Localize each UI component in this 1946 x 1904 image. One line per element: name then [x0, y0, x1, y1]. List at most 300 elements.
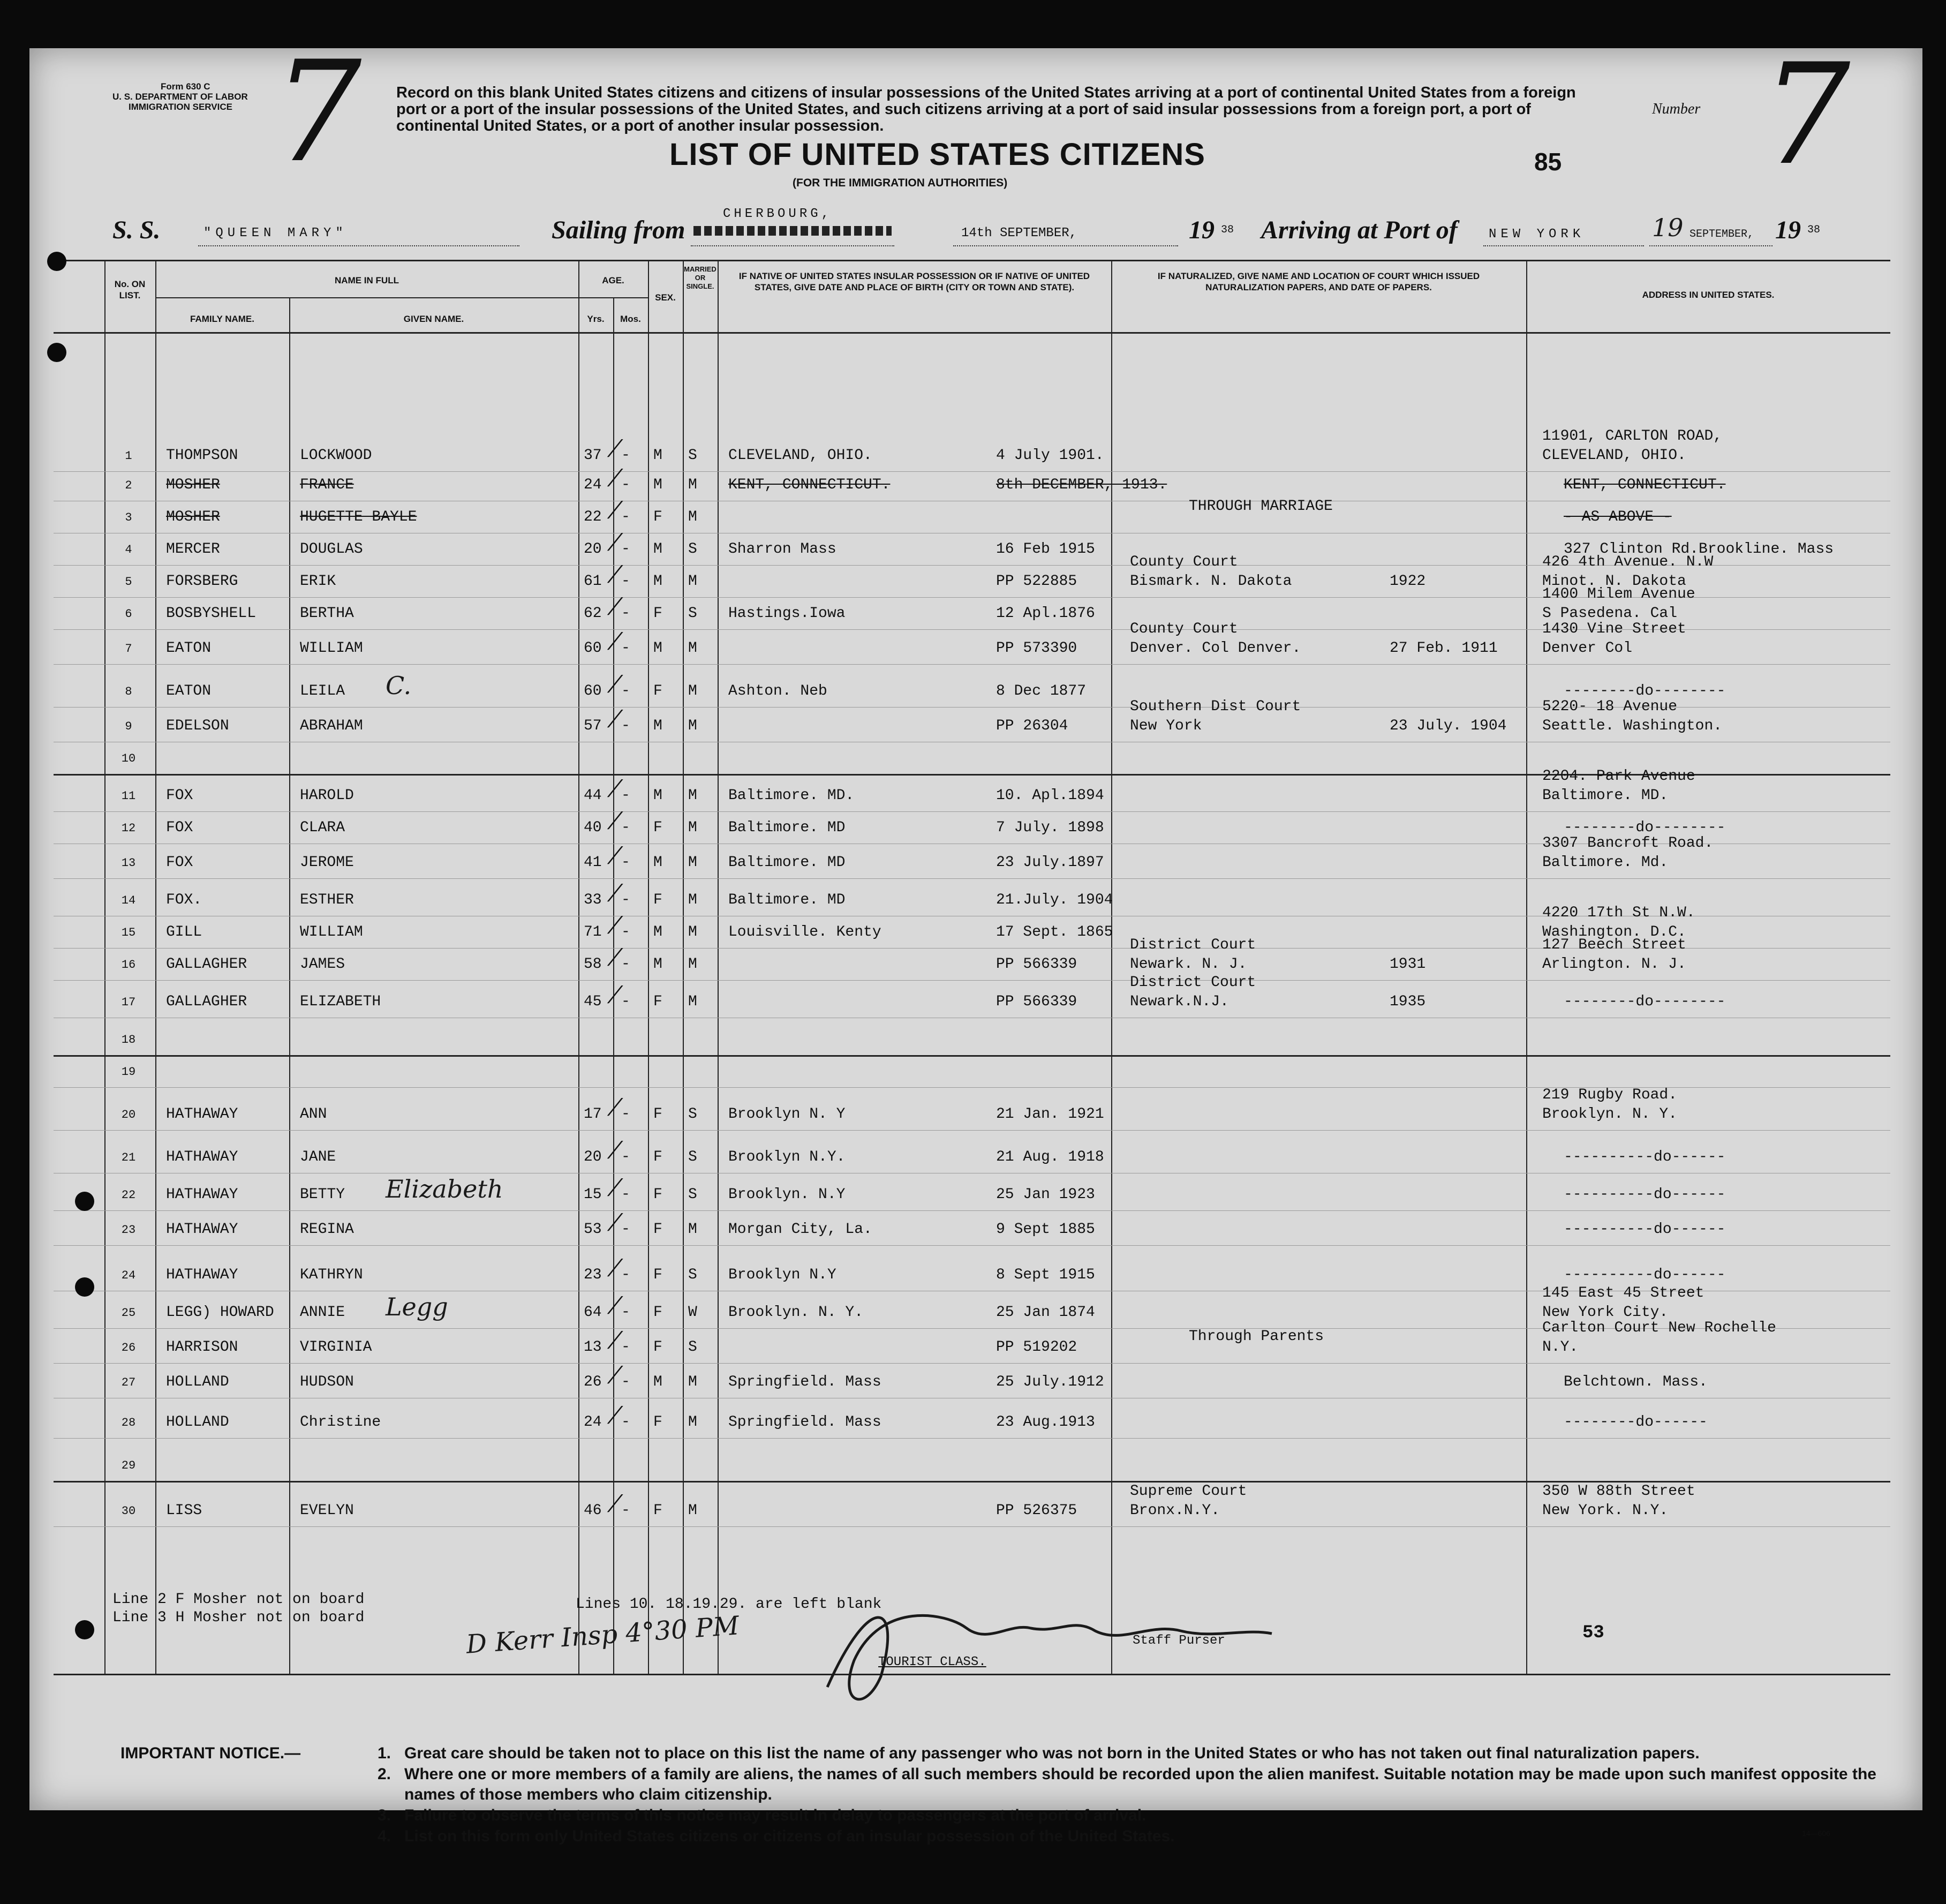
family-name: MOSHER — [166, 477, 220, 493]
birth-place: CLEVELAND, OHIO. — [728, 447, 872, 464]
sex: M — [653, 787, 662, 804]
naturalization-court: THROUGH MARRIAGE — [1189, 498, 1333, 515]
check-mark: ⁄ — [613, 1292, 617, 1320]
age-years: 64 — [584, 1304, 602, 1321]
address-line-1: 1400 Milem Avenue — [1542, 586, 1695, 603]
marital-status: M — [688, 892, 697, 908]
age-years: 13 — [584, 1339, 602, 1356]
record-instructions: Record on this blank United States citizens and citizens of insular possessions of the United States arriving at a port of continental United States from a foreign port or a port of the insular possessions of the United States, and such citizens arriving at a port of said insular possessions from a foreign port, a port of continental United States, or a port of another insular possession. — [396, 84, 1576, 134]
sex: M — [653, 447, 662, 464]
marital-status: M — [688, 640, 697, 657]
form-id-line-2: U. S. DEPARTMENT OF LABOR — [112, 92, 248, 102]
birth-place: Baltimore. MD — [728, 892, 846, 908]
line-number: 27 — [121, 1376, 136, 1389]
naturalization-date: 1935 — [1390, 994, 1426, 1010]
age-months: - — [621, 1414, 630, 1431]
check-mark: ⁄ — [613, 706, 617, 733]
check-mark: ⁄ — [613, 529, 617, 556]
footer-code: 14—606 — [1802, 1829, 1830, 1838]
age-years: 15 — [584, 1186, 602, 1203]
given-name: ANNIE — [300, 1304, 345, 1321]
line-number: 25 — [121, 1306, 136, 1320]
birth-date-or-passport: PP 526375 — [996, 1502, 1077, 1519]
sex: F — [653, 605, 662, 622]
age-months: - — [621, 640, 630, 657]
handwritten-name-correction: Legg — [386, 1292, 448, 1321]
given-name: ABRAHAM — [300, 718, 363, 734]
family-name: EDELSON — [166, 718, 229, 734]
age-months: - — [621, 573, 630, 590]
birth-place: Brooklyn. N. Y. — [728, 1304, 864, 1321]
sex: F — [653, 892, 662, 908]
check-mark: ⁄ — [613, 808, 617, 835]
address-line-1: Belchtown. Mass. — [1564, 1374, 1708, 1390]
notice-items — [378, 1743, 1898, 1847]
given-name: WILLIAM — [300, 924, 363, 940]
given-name: REGINA — [300, 1221, 354, 1238]
age-years: 53 — [584, 1221, 602, 1238]
check-mark: ⁄ — [613, 1327, 617, 1354]
marital-status: S — [688, 1267, 697, 1283]
family-name: EATON — [166, 640, 212, 657]
address-line-2: Baltimore. MD. — [1542, 787, 1669, 804]
given-name: LOCKWOOD — [300, 447, 372, 464]
page-number: 85 — [1534, 148, 1562, 176]
birth-date-or-passport: 21 Jan. 1921 — [996, 1106, 1104, 1123]
age-months: - — [621, 1267, 630, 1283]
notice-item: 4. List on this form only United States citizens or citizens of an insular possession of the United States. — [378, 1827, 1175, 1845]
age-months: - — [621, 683, 630, 699]
notice-item: 2. Where one or more members of a family are aliens, the names of all such members should be recorded upon the alien manifest. Suitable notation may be made upon such manifest opposite the names of those members who claim citizenship. — [378, 1765, 1876, 1803]
given-name: ELIZABETH — [300, 994, 381, 1010]
age-years: 22 — [584, 509, 602, 525]
age-months: - — [621, 718, 630, 734]
sex: M — [653, 477, 662, 493]
address-line-1: --------do------ — [1564, 1414, 1708, 1431]
birth-date-or-passport: 8th DECEMBER, 1913. — [996, 477, 1167, 493]
given-name: WILLIAM — [300, 640, 363, 657]
note-line-2: Line 2 F Mosher not on board — [112, 1591, 365, 1608]
inspector-signature: D Kerr Insp 4°30 PM — [465, 1611, 741, 1660]
handwritten-name-correction: Elizabeth — [386, 1175, 503, 1203]
tourist-class-label: TOURIST CLASS. — [878, 1655, 986, 1669]
address-line-2: Brooklyn. N. Y. — [1542, 1106, 1678, 1123]
line-number: 5 — [125, 575, 132, 589]
birth-date-or-passport: 21 Aug. 1918 — [996, 1149, 1104, 1165]
col-header-naturalized: IF NATURALIZED, GIVE NAME AND LOCATION OF COURT WHICH ISSUED NATURALIZATION PAPERS, AND DATE OF PAPERS. — [1157, 271, 1480, 292]
address-line-2: Minot. N. Dakota — [1542, 573, 1686, 590]
birth-place: Springfield. Mass — [728, 1414, 881, 1431]
family-name: EATON — [166, 683, 212, 699]
birth-place: Hastings.Iowa — [728, 605, 846, 622]
address-line-1: 127 Beech Street — [1542, 937, 1686, 953]
sex: F — [653, 1502, 662, 1519]
purser-label: Staff Purser — [1133, 1634, 1225, 1648]
address-line-2: Seattle. Washington. — [1542, 718, 1723, 734]
family-name: HATHAWAY — [166, 1267, 238, 1283]
check-mark: ⁄ — [613, 1362, 617, 1389]
family-name: FORSBERG — [166, 573, 238, 590]
handwritten-seven-left: 7 — [273, 32, 362, 193]
sex: F — [653, 1149, 662, 1165]
marital-status: M — [688, 509, 697, 525]
marital-status: M — [688, 854, 697, 871]
binder-hole — [75, 1620, 94, 1639]
line-number: 9 — [125, 720, 132, 733]
notice-item: 3. Failure to observe the terms of this notice may result in delay to passengers at the port of arrival. — [378, 1807, 1147, 1824]
marital-status: M — [688, 924, 697, 940]
col-header-name: NAME IN FULL — [335, 275, 399, 285]
age-months: - — [621, 605, 630, 622]
purser-signature — [806, 1580, 1288, 1719]
age-months: - — [621, 509, 630, 525]
form-id-line-3: IMMIGRATION SERVICE — [129, 102, 232, 112]
birth-date-or-passport: 4 July 1901. — [996, 447, 1104, 464]
age-months: - — [621, 477, 630, 493]
given-name: HAROLD — [300, 787, 354, 804]
line-number: 17 — [121, 996, 136, 1009]
check-mark: ⁄ — [613, 561, 617, 589]
age-months: - — [621, 924, 630, 940]
port-from: CHERBOURG, — [723, 207, 833, 221]
naturalization-court: District Court — [1130, 974, 1256, 991]
col-header-mos: Mos. — [620, 314, 641, 324]
check-mark: ⁄ — [613, 1491, 617, 1518]
age-years: 20 — [584, 1149, 602, 1165]
family-name: HOLLAND — [166, 1414, 229, 1431]
age-years: 45 — [584, 994, 602, 1010]
birth-date-or-passport: 16 Feb 1915 — [996, 541, 1095, 558]
address-line-1: 219 Rugby Road. — [1542, 1087, 1678, 1103]
birth-date-or-passport: PP 26304 — [996, 718, 1068, 734]
arrival-day: 19 — [1652, 213, 1684, 242]
birth-date-or-passport: 23 Aug.1913 — [996, 1414, 1095, 1431]
marital-status: W — [688, 1304, 697, 1321]
col-header-address: ADDRESS IN UNITED STATES. — [1642, 290, 1775, 300]
line-number: 11 — [121, 789, 136, 803]
col-header-given: GIVEN NAME. — [403, 314, 464, 324]
address-line-1: 327 Clinton Rd.Brookline. Mass — [1564, 541, 1834, 558]
col-header-age: AGE. — [602, 275, 624, 285]
sex: M — [653, 956, 662, 973]
sex: F — [653, 509, 662, 525]
age-years: 23 — [584, 1267, 602, 1283]
binder-hole — [75, 1192, 94, 1211]
check-mark: ⁄ — [613, 1402, 617, 1429]
sex: F — [653, 1304, 662, 1321]
age-months: - — [621, 854, 630, 871]
line-number: 6 — [125, 607, 132, 621]
age-years: 58 — [584, 956, 602, 973]
naturalization-date: 1922 — [1390, 573, 1426, 590]
sex: F — [653, 1106, 662, 1123]
given-name: HUDSON — [300, 1374, 354, 1390]
sex: M — [653, 541, 662, 558]
marital-status: S — [688, 1106, 697, 1123]
handwritten-seven-right: 7 — [1762, 34, 1851, 196]
birth-place: Springfield. Mass — [728, 1374, 881, 1390]
family-name: FOX — [166, 787, 193, 804]
check-mark: ⁄ — [613, 1094, 617, 1122]
family-name: FOX — [166, 854, 193, 871]
address-line-1: 145 East 45 Street — [1542, 1285, 1704, 1301]
address-line-1: KENT, CONNECTICUT. — [1564, 477, 1726, 493]
line-number: 14 — [121, 894, 136, 907]
notice-label: IMPORTANT NOTICE.— — [120, 1744, 301, 1762]
birth-date-or-passport: 12 Apl.1876 — [996, 605, 1095, 622]
marital-status: S — [688, 1339, 697, 1356]
age-years: 33 — [584, 892, 602, 908]
ship-name: "QUEEN MARY" — [203, 226, 348, 240]
marital-status: M — [688, 683, 697, 699]
form-id-line-1: Form 630 C — [161, 81, 210, 92]
family-name: HATHAWAY — [166, 1149, 238, 1165]
given-name: ANN — [300, 1106, 327, 1123]
naturalization-court: County Court — [1130, 554, 1238, 570]
age-years: 60 — [584, 683, 602, 699]
family-name: GILL — [166, 924, 202, 940]
given-name: FRANCE — [300, 477, 354, 493]
marital-status: M — [688, 994, 697, 1010]
birth-place: Louisville. Kenty — [728, 924, 881, 940]
birth-date-or-passport: 9 Sept 1885 — [996, 1221, 1095, 1238]
check-mark: ⁄ — [613, 628, 617, 656]
birth-place: Brooklyn N.Y — [728, 1267, 836, 1283]
given-name: CLARA — [300, 819, 345, 836]
birth-date-or-passport: PP 566339 — [996, 956, 1077, 973]
age-years: 60 — [584, 640, 602, 657]
address-line-1: ----------do------ — [1564, 1186, 1726, 1203]
address-line-1: - AS ABOVE - — [1564, 509, 1672, 525]
check-mark: ⁄ — [613, 842, 617, 870]
line-number: 24 — [121, 1269, 136, 1282]
birth-place: Morgan City, La. — [728, 1221, 872, 1238]
line-number: 19 — [121, 1065, 136, 1079]
age-years: 46 — [584, 1502, 602, 1519]
age-years: 20 — [584, 541, 602, 558]
address-line-1: ----------do------ — [1564, 1267, 1726, 1283]
sex: F — [653, 1339, 662, 1356]
birth-date-or-passport: 8 Sept 1915 — [996, 1267, 1095, 1283]
birth-date-or-passport: 8 Dec 1877 — [996, 683, 1087, 699]
family-name: HATHAWAY — [166, 1186, 238, 1203]
age-months: - — [621, 1186, 630, 1203]
address-line-1: 11901, CARLTON ROAD, — [1542, 428, 1723, 445]
arriving-label: Arriving at Port of — [1261, 216, 1458, 244]
given-name: DOUGLAS — [300, 541, 363, 558]
check-mark: ⁄ — [613, 593, 617, 621]
sex: F — [653, 1186, 662, 1203]
family-name: HOLLAND — [166, 1374, 229, 1390]
family-name: MOSHER — [166, 509, 220, 525]
footer-notes — [112, 1591, 364, 1627]
line-number: 12 — [121, 822, 136, 835]
col-header-sex: SEX. — [655, 292, 676, 303]
sex: M — [653, 640, 662, 657]
check-mark: ⁄ — [613, 435, 617, 463]
family-name: FOX — [166, 819, 193, 836]
line-number: 20 — [121, 1108, 136, 1122]
address-line-1: --------do-------- — [1564, 819, 1726, 836]
sex: F — [653, 683, 662, 699]
address-line-2: Washington. D.C. — [1542, 924, 1686, 940]
binder-hole — [75, 1277, 94, 1297]
address-line-2: Baltimore. Md. — [1542, 854, 1669, 871]
marital-status: S — [688, 605, 697, 622]
check-mark: ⁄ — [613, 1255, 617, 1282]
family-name: HARRISON — [166, 1339, 238, 1356]
address-line-2: CLEVELAND, OHIO. — [1542, 447, 1686, 464]
birth-date-or-passport: 25 July.1912 — [996, 1374, 1104, 1390]
family-name: MERCER — [166, 541, 220, 558]
check-mark: ⁄ — [613, 776, 617, 803]
family-name: FOX. — [166, 892, 202, 908]
line-number: 22 — [121, 1188, 136, 1202]
check-mark: ⁄ — [613, 880, 617, 907]
given-name: ERIK — [300, 573, 336, 590]
line-number: 7 — [125, 642, 132, 656]
marital-status: S — [688, 1149, 697, 1165]
naturalization-court: Through Parents — [1189, 1328, 1324, 1345]
naturalization-date: 1931 — [1390, 956, 1426, 973]
check-mark: ⁄ — [613, 1175, 617, 1202]
age-years: 62 — [584, 605, 602, 622]
birth-date-or-passport: PP 522885 — [996, 573, 1077, 590]
line-number: 29 — [121, 1459, 136, 1472]
line-number: 18 — [121, 1033, 136, 1047]
marital-status: S — [688, 447, 697, 464]
age-months: - — [621, 1106, 630, 1123]
age-months: - — [621, 956, 630, 973]
address-line-1: 3307 Bancroft Road. — [1542, 835, 1714, 852]
year-prefix-1: 19 — [1189, 216, 1215, 244]
birth-place: Brooklyn N.Y. — [728, 1149, 846, 1165]
family-name: THOMPSON — [166, 447, 238, 464]
col-header-married: MARRIED OR SINGLE. — [684, 265, 716, 290]
age-months: - — [621, 447, 630, 464]
manifest-sheet — [29, 32, 1922, 1845]
line-number: 2 — [125, 479, 132, 492]
marital-status: M — [688, 573, 697, 590]
birth-date-or-passport: 7 July. 1898 — [996, 819, 1104, 836]
address-line-1: 426 4th Avenue. N.W — [1542, 554, 1714, 570]
birth-place: KENT, CONNECTICUT. — [728, 477, 891, 493]
given-name: ESTHER — [300, 892, 354, 908]
naturalization-court-location: Denver. Col Denver. — [1130, 640, 1301, 657]
age-months: - — [621, 892, 630, 908]
address-line-1: --------do-------- — [1564, 683, 1726, 699]
handwritten-name-correction: C. — [386, 671, 412, 700]
address-line-1: ----------do------ — [1564, 1221, 1726, 1238]
check-mark: ⁄ — [613, 982, 617, 1009]
family-name: GALLAGHER — [166, 956, 247, 973]
age-years: 40 — [584, 819, 602, 836]
age-years: 24 — [584, 1414, 602, 1431]
marital-status: M — [688, 477, 697, 493]
given-name: Christine — [300, 1414, 381, 1431]
line-number: 15 — [121, 926, 136, 939]
given-name: KATHRYN — [300, 1267, 363, 1283]
sex: F — [653, 1221, 662, 1238]
address-line-2: Arlington. N. J. — [1542, 956, 1686, 973]
sex: F — [653, 1414, 662, 1431]
naturalization-court: County Court — [1130, 621, 1238, 637]
birth-date-or-passport: 17 Sept. 1865 — [996, 924, 1113, 940]
form-id — [112, 81, 248, 112]
check-mark: ⁄ — [613, 465, 617, 492]
marital-status: M — [688, 1221, 697, 1238]
birth-date-or-passport: PP 519202 — [996, 1339, 1077, 1356]
given-name: BETTY — [300, 1186, 345, 1203]
address-line-2: New York City. — [1542, 1304, 1669, 1321]
age-months: - — [621, 787, 630, 804]
age-months: - — [621, 1339, 630, 1356]
birth-place: Ashton. Neb — [728, 683, 827, 699]
year-prefix-2: 19 — [1775, 216, 1801, 244]
line-number: 30 — [121, 1504, 136, 1518]
line-number: 23 — [121, 1223, 136, 1237]
year-suffix-2: 38 — [1807, 224, 1821, 236]
page-title: LIST OF UNITED STATES CITIZENS — [669, 137, 1205, 172]
port-to: NEW YORK — [1489, 227, 1585, 242]
check-mark: ⁄ — [613, 671, 617, 698]
given-name: JAMES — [300, 956, 345, 973]
age-years: 61 — [584, 573, 602, 590]
marital-status: S — [688, 541, 697, 558]
sex: M — [653, 854, 662, 871]
line-number: 10 — [121, 752, 136, 765]
check-mark: ⁄ — [613, 944, 617, 972]
marital-status: M — [688, 718, 697, 734]
address-line-1: 350 W 88th Street — [1542, 1483, 1695, 1500]
naturalization-court-location: Newark. N. J. — [1130, 956, 1247, 973]
marital-status: S — [688, 1186, 697, 1203]
line-number: 1 — [125, 449, 132, 463]
age-years: 17 — [584, 1106, 602, 1123]
age-years: 71 — [584, 924, 602, 940]
family-name: BOSBYSHELL — [166, 605, 257, 622]
sex: M — [653, 718, 662, 734]
col-header-yrs: Yrs. — [587, 314, 605, 324]
address-line-1: 1430 Vine Street — [1542, 621, 1686, 637]
age-years: 44 — [584, 787, 602, 804]
sex: M — [653, 573, 662, 590]
age-months: - — [621, 994, 630, 1010]
birth-date-or-passport: PP 566339 — [996, 994, 1077, 1010]
note-line-3: Line 3 H Mosher not on board — [112, 1609, 365, 1626]
naturalization-date: 23 July. 1904 — [1390, 718, 1507, 734]
age-months: - — [621, 1502, 630, 1519]
check-mark: ⁄ — [613, 1137, 617, 1164]
family-name: GALLAGHER — [166, 994, 247, 1010]
address-line-1: --------do-------- — [1564, 994, 1726, 1010]
marital-status: M — [688, 1502, 697, 1519]
sailing-from-label: Sailing from — [552, 216, 685, 244]
given-name: BERTHA — [300, 605, 354, 622]
marital-status: M — [688, 1374, 697, 1390]
line-number: 3 — [125, 511, 132, 524]
age-years: 26 — [584, 1374, 602, 1390]
birth-date-or-passport: 25 Jan 1874 — [996, 1304, 1095, 1321]
page-53: 53 — [1582, 1623, 1604, 1643]
address-line-1: 2204. Park Avenue — [1542, 768, 1695, 785]
birth-date-or-passport: 23 July.1897 — [996, 854, 1104, 871]
passenger-table — [54, 260, 1890, 1674]
given-name: HUGETTE BAYLE — [300, 509, 417, 525]
address-line-1: ----------do------ — [1564, 1149, 1726, 1165]
birth-place: Brooklyn. N.Y — [728, 1186, 846, 1203]
struck-port-text — [693, 226, 892, 236]
